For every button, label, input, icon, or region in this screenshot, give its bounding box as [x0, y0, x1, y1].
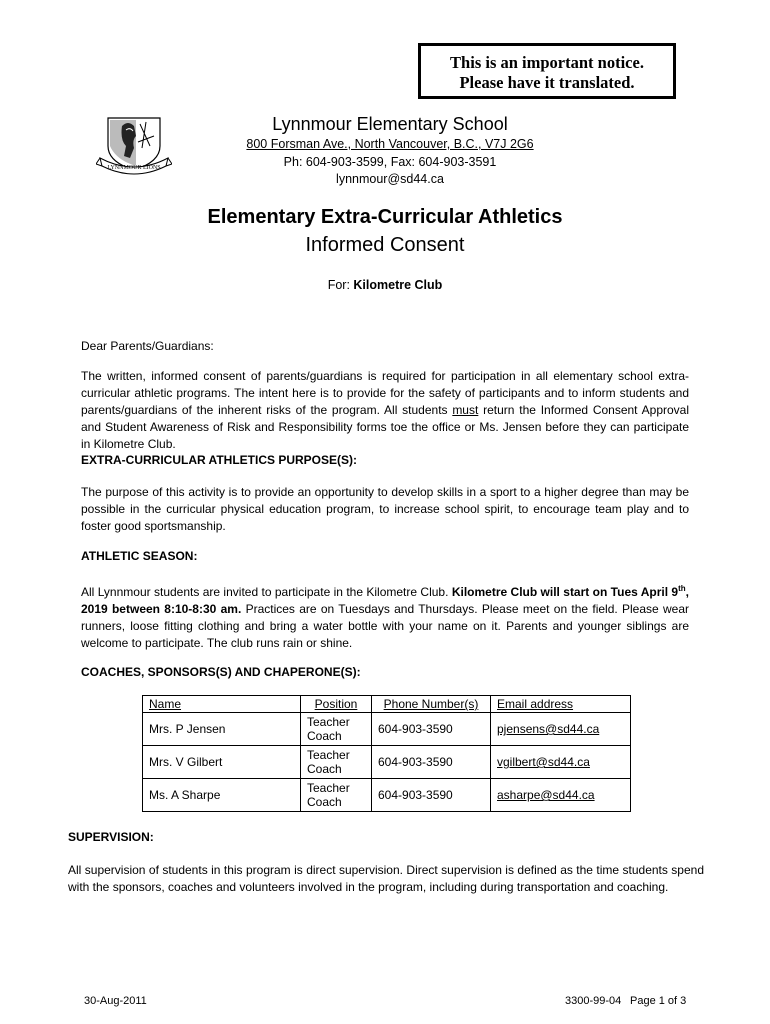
- season-paragraph: [81, 580, 689, 652]
- col-position: Position: [301, 696, 372, 713]
- footer-code: 3300-99-04: [565, 995, 622, 1007]
- intro-text-2: return the Informed Consent Approval and Student Awareness of Risk and Responsibility forms toe the office or Ms. Jensen before they can participate in Kilometre Club.: [81, 403, 689, 451]
- intro-text-1: The written, informed consent of parents/guardians is required for participation in all elementary school extra-curricular athletic programs. The intent here is to provide for the safety of participants and to inform students and parents/guardians of the inherent risks of the program. All students: [81, 369, 689, 417]
- col-name: Name: [143, 696, 301, 713]
- season-text-1: All Lynnmour students are invited to participate in the Kilometre Club.: [81, 585, 452, 599]
- cell-email[interactable]: pjensens@sd44.ca: [491, 713, 631, 746]
- cell-phone: 604-903-3590: [372, 713, 491, 746]
- coaches-heading: COACHES, SPONSORS(S) AND CHAPERONE(S):: [81, 665, 361, 679]
- cell-email[interactable]: asharpe@sd44.ca: [491, 779, 631, 812]
- supervision-paragraph: All supervision of students in this program is direct supervision. Direct supervision is defined as the time students spend with the sponsors, coaches and volunteers involved in the program, including during transportation and coaching.: [68, 863, 704, 894]
- cell-name: Mrs. V Gilbert: [143, 746, 301, 779]
- school-email[interactable]: lynnmour@sd44.ca: [336, 172, 444, 186]
- table-row: [143, 746, 631, 779]
- school-name: Lynnmour Elementary School: [272, 114, 508, 134]
- table-header-row: [143, 696, 631, 713]
- cell-email[interactable]: vgilbert@sd44.ca: [491, 746, 631, 779]
- table-row: [143, 779, 631, 812]
- coaches-table: [142, 695, 631, 812]
- school-logo: [96, 112, 172, 178]
- for-line: [0, 278, 770, 292]
- notice-line-1: This is an important notice.: [450, 53, 644, 72]
- notice-line-2: Please have it translated.: [459, 73, 635, 92]
- cell-phone: 604-903-3590: [372, 779, 491, 812]
- cell-name: Ms. A Sharpe: [143, 779, 301, 812]
- cell-position: Teacher Coach: [301, 779, 372, 812]
- cell-position: Teacher Coach: [301, 713, 372, 746]
- col-phone: Phone Number(s): [372, 696, 491, 713]
- col-email: Email address: [491, 696, 631, 713]
- salutation: Dear Parents/Guardians:: [81, 339, 214, 353]
- document-subtitle: Informed Consent: [305, 234, 465, 256]
- school-address: 800 Forsman Ave., North Vancouver, B.C., V7J 2G6: [246, 137, 534, 151]
- supervision-heading: SUPERVISION:: [68, 830, 154, 844]
- translation-notice-box: [418, 43, 676, 99]
- cell-name: Mrs. P Jensen: [143, 713, 301, 746]
- footer-page: Page 1 of 3: [630, 995, 687, 1007]
- school-phone-fax: Ph: 604-903-3599, Fax: 604-903-3591: [283, 155, 497, 169]
- intro-must: must: [452, 403, 479, 417]
- for-label: For:: [327, 278, 354, 292]
- document-title: Elementary Extra-Curricular Athletics: [207, 206, 563, 228]
- intro-paragraph: [81, 368, 689, 453]
- purpose-paragraph: The purpose of this activity is to provide an opportunity to develop skills in a sport to a higher degree than may be possible in the curricular physical education program, to increase school spirit, to encourage team play and to foster good sportsmanship.: [81, 485, 689, 533]
- season-start-time: , 2019 between 8:10-8:30 am.: [81, 585, 689, 616]
- cell-position: Teacher Coach: [301, 746, 372, 779]
- season-heading: ATHLETIC SEASON:: [81, 549, 198, 563]
- season-date-suffix: th: [678, 584, 686, 593]
- table-row: [143, 713, 631, 746]
- cell-phone: 604-903-3590: [372, 746, 491, 779]
- for-value: Kilometre Club: [353, 278, 443, 292]
- season-text-2: Practices are on Tuesdays and Thursdays. Please meet on the field. Please wear runners, loose fitting clothing and bring a water bottle with your name on it. Parents and younger siblings are welcome to participate. The club runs rain or shine.: [81, 602, 689, 650]
- season-start-date: Kilometre Club will start on Tues April 9: [451, 585, 679, 599]
- logo-text: LYNNMOUR LIONS: [107, 165, 161, 171]
- footer-date: 30-Aug-2011: [84, 995, 147, 1007]
- purpose-heading: EXTRA-CURRICULAR ATHLETICS PURPOSE(S):: [81, 453, 357, 467]
